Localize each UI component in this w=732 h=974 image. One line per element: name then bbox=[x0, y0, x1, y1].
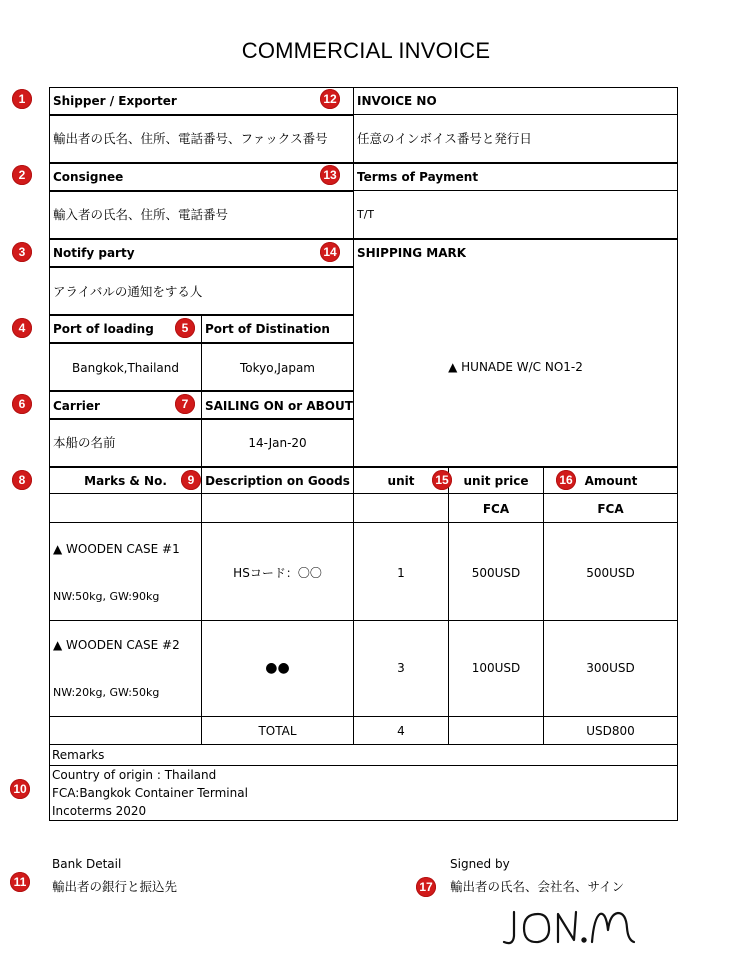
marker-badge: 7 bbox=[175, 394, 195, 414]
sailing-label: SAILING ON or ABOUT bbox=[205, 399, 353, 413]
subheader-amount-fca: FCA bbox=[597, 502, 624, 516]
marker-badge: 15 bbox=[432, 470, 452, 490]
marker-badge: 13 bbox=[320, 165, 340, 185]
row-mark: ▲ WOODEN CASE #1 bbox=[53, 542, 180, 556]
port-loading-value: Bangkok,Thailand bbox=[72, 361, 179, 375]
signature-text bbox=[660, 900, 661, 901]
marker-badge: 4 bbox=[12, 318, 32, 338]
remarks-line: FCA:Bangkok Container Terminal bbox=[52, 786, 248, 800]
signed-label: Signed by bbox=[450, 857, 510, 871]
shipper-value: 輸出者の氏名、住所、電話番号、ファックス番号 bbox=[53, 132, 328, 146]
row-weight: NW:50kg, GW:90kg bbox=[53, 590, 160, 603]
marker-badge: 3 bbox=[12, 242, 32, 262]
marker-badge: 11 bbox=[10, 872, 30, 892]
marker-badge: 5 bbox=[175, 318, 195, 338]
carrier-value: 本船の名前 bbox=[53, 436, 116, 450]
row-mark: ▲ WOODEN CASE #2 bbox=[53, 638, 180, 652]
col-header-unit-price: unit price bbox=[463, 474, 529, 488]
document-title: COMMERCIAL INVOICE bbox=[241, 38, 491, 63]
row-description: HSコード：〇〇 bbox=[233, 566, 322, 580]
row-unit: 1 bbox=[397, 566, 405, 580]
signed-value: 輸出者の氏名、会社名、サイン bbox=[450, 880, 625, 894]
shipping-mark-label: SHIPPING MARK bbox=[357, 246, 467, 260]
row-amount: 300USD bbox=[586, 661, 635, 675]
marker-badge: 10 bbox=[10, 779, 30, 799]
notify-value: アライバルの通知をする人 bbox=[53, 285, 203, 299]
marker-badge: 6 bbox=[12, 394, 32, 414]
notify-label: Notify party bbox=[53, 246, 135, 260]
bank-label: Bank Detail bbox=[52, 857, 122, 871]
payment-value: T/T bbox=[357, 208, 375, 221]
marker-badge: 17 bbox=[416, 877, 436, 897]
port-loading-label: Port of loading bbox=[53, 322, 154, 336]
col-header-description: Description on Goods bbox=[205, 474, 350, 488]
sailing-value: 14-Jan-20 bbox=[248, 436, 307, 450]
total-label: TOTAL bbox=[258, 724, 297, 738]
marker-badge: 16 bbox=[556, 470, 576, 490]
payment-label: Terms of Payment bbox=[357, 170, 479, 184]
consignee-value: 輸入者の氏名、住所、電話番号 bbox=[53, 208, 229, 222]
row-weight: NW:20kg, GW:50kg bbox=[53, 686, 160, 699]
marker-badge: 2 bbox=[12, 165, 32, 185]
shipping-mark-value: ▲ HUNADE W/C NO1-2 bbox=[448, 360, 583, 374]
invoice-label: INVOICE NO bbox=[357, 94, 437, 108]
row-unit: 3 bbox=[397, 661, 405, 675]
bank-value: 輸出者の銀行と振込先 bbox=[52, 880, 178, 894]
marker-badge: 14 bbox=[320, 242, 340, 262]
shipper-label: Shipper / Exporter bbox=[53, 94, 177, 108]
marker-badge: 1 bbox=[12, 89, 32, 109]
row-description: ●● bbox=[265, 660, 290, 676]
signature-drawing bbox=[500, 900, 660, 950]
port-destination-value: Tokyo,Japam bbox=[240, 361, 315, 375]
marker-badge: 12 bbox=[320, 89, 340, 109]
col-header-unit: unit bbox=[387, 474, 415, 488]
remarks-label: Remarks bbox=[52, 748, 105, 762]
total-unit: 4 bbox=[397, 724, 405, 738]
marker-badge: 9 bbox=[181, 470, 201, 490]
remarks-line: Country of origin : Thailand bbox=[52, 768, 217, 782]
carrier-label: Carrier bbox=[53, 399, 100, 413]
port-destination-label: Port of Distination bbox=[205, 322, 330, 336]
total-amount: USD800 bbox=[586, 724, 635, 738]
marker-badge: 8 bbox=[12, 470, 32, 490]
subheader-unit-price-fca: FCA bbox=[482, 502, 510, 516]
remarks-line: Incoterms 2020 bbox=[52, 804, 147, 818]
invoice-value: 任意のインボイス番号と発行日 bbox=[357, 132, 532, 146]
row-amount: 500USD bbox=[586, 566, 635, 580]
signature bbox=[500, 900, 660, 954]
col-header-amount: Amount bbox=[584, 474, 638, 488]
row-unit-price: 500USD bbox=[471, 566, 521, 580]
consignee-label: Consignee bbox=[53, 170, 124, 184]
row-unit-price: 100USD bbox=[471, 661, 521, 675]
col-header-marks: Marks & No. bbox=[84, 474, 167, 488]
